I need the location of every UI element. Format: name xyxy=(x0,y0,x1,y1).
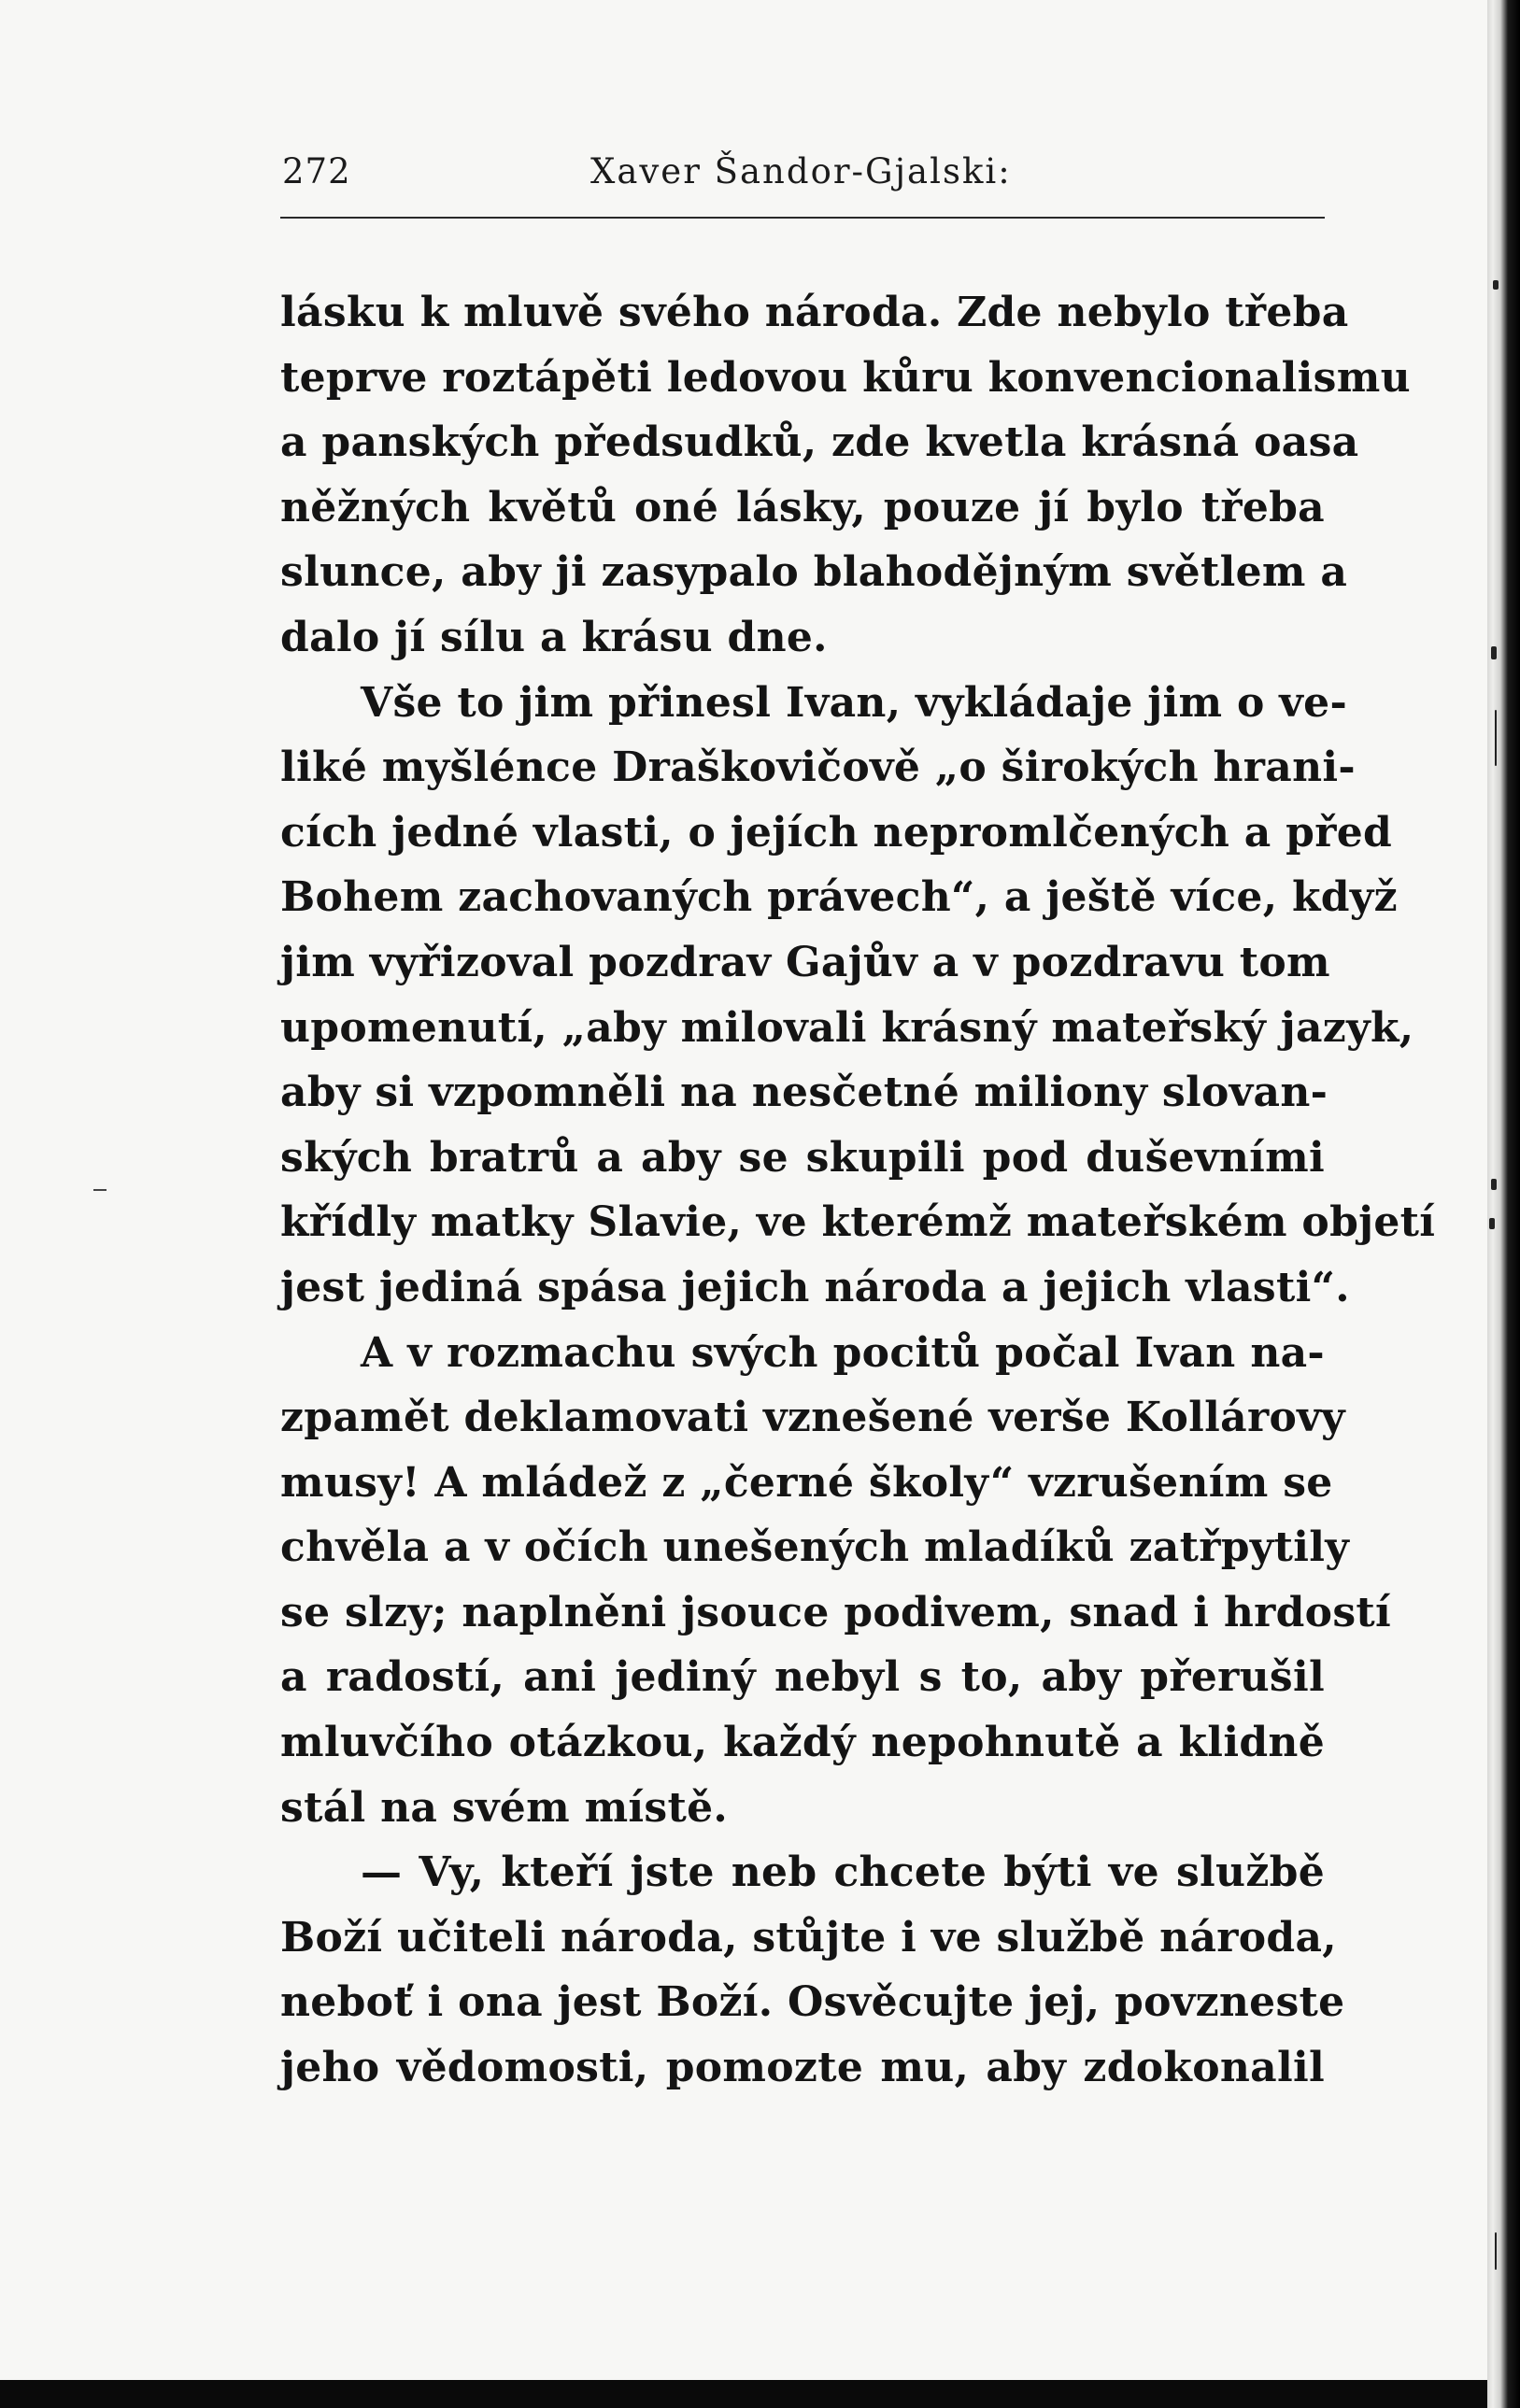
text-line: jest jediná spása jejich národa a jejich vlasti“. xyxy=(280,1263,1350,1311)
header-rule xyxy=(280,217,1325,219)
text-line: jim vyřizoval pozdrav Gajův a v pozdravu tom xyxy=(280,938,1330,986)
text-line: jeho vědomosti, pomozte mu, aby zdokonalil xyxy=(280,2044,1325,2092)
text-line: a radostí, ani jediný nebyl s to, aby přerušil xyxy=(280,1653,1325,1702)
text-line: mluvčího otázkou, každý nepohnutě a klidně xyxy=(280,1719,1325,1767)
page-edge-binding xyxy=(1487,0,1520,2408)
text-line: křídly matky Slavie, ve kterémž mateřském objetí xyxy=(280,1198,1436,1247)
text-line: musy! A mládež z „černé školy“ vzrušením se xyxy=(280,1458,1333,1507)
text-line: stál na svém místě. xyxy=(280,1783,729,1832)
text-line: Vše to jim přinesl Ivan, vykládaje jim o ve- xyxy=(361,678,1348,727)
text-line: dalo jí sílu a krásu dne. xyxy=(280,613,828,661)
page-header xyxy=(280,151,1325,207)
edge-speck xyxy=(1495,2232,1497,2270)
page-number: 272 xyxy=(282,151,351,191)
edge-speck xyxy=(1495,710,1497,766)
text-line: Bohem zachovaných právech“, a ještě více, když xyxy=(280,873,1398,922)
text-line: A v rozmachu svých pocitů počal Ivan na- xyxy=(361,1328,1325,1377)
text-line: a panských předsudků, zde kvetla krásná oasa xyxy=(280,418,1359,467)
text-line: lásku k mluvě svého národa. Zde nebylo třeba xyxy=(280,289,1349,336)
text-line: něžných květů oné lásky, pouze jí bylo třeba xyxy=(280,483,1325,531)
text-line: teprve roztápěti ledovou kůru konvencionalismu xyxy=(280,353,1411,402)
text-line: neboť i ona jest Boží. Osvěcujte jej, povzneste xyxy=(280,1978,1345,2027)
running-title: Xaver Šandor-Gjalski: xyxy=(590,151,1012,191)
text-line: slunce, aby ji zasypalo blahodějným světlem a xyxy=(280,548,1348,597)
body-text xyxy=(280,280,1436,2101)
edge-speck xyxy=(1491,1179,1497,1190)
text-line: upomenutí, „aby milovali krásný mateřský jazyk, xyxy=(280,1003,1414,1052)
text-line: aby si vzpomněli na nesčetné miliony slovan- xyxy=(280,1069,1328,1117)
text-line: se slzy; naplněni jsouce podivem, snad i hrdostí xyxy=(280,1588,1392,1636)
text-line: ských bratrů a aby se skupili pod duševními xyxy=(280,1133,1325,1182)
edge-speck xyxy=(1489,1218,1495,1229)
edge-speck xyxy=(1491,646,1497,659)
margin-mark xyxy=(93,1189,107,1191)
edge-speck xyxy=(1493,280,1499,290)
text-line: chvěla a v očích unešených mladíků zatřpytily xyxy=(280,1523,1350,1572)
text-line: cích jedné vlasti, o jejích nepromlčených a před xyxy=(280,808,1393,857)
text-line: liké myšlénce Draškovičově „o širokých hrani- xyxy=(280,744,1356,792)
text-line: zpamět deklamovati vznešené verše Kollárovy xyxy=(280,1394,1345,1442)
text-line: Boží učiteli národa, stůjte i ve službě národa, xyxy=(280,1913,1337,1962)
text-line: — Vy, kteří jste neb chcete býti ve službě xyxy=(361,1848,1325,1897)
